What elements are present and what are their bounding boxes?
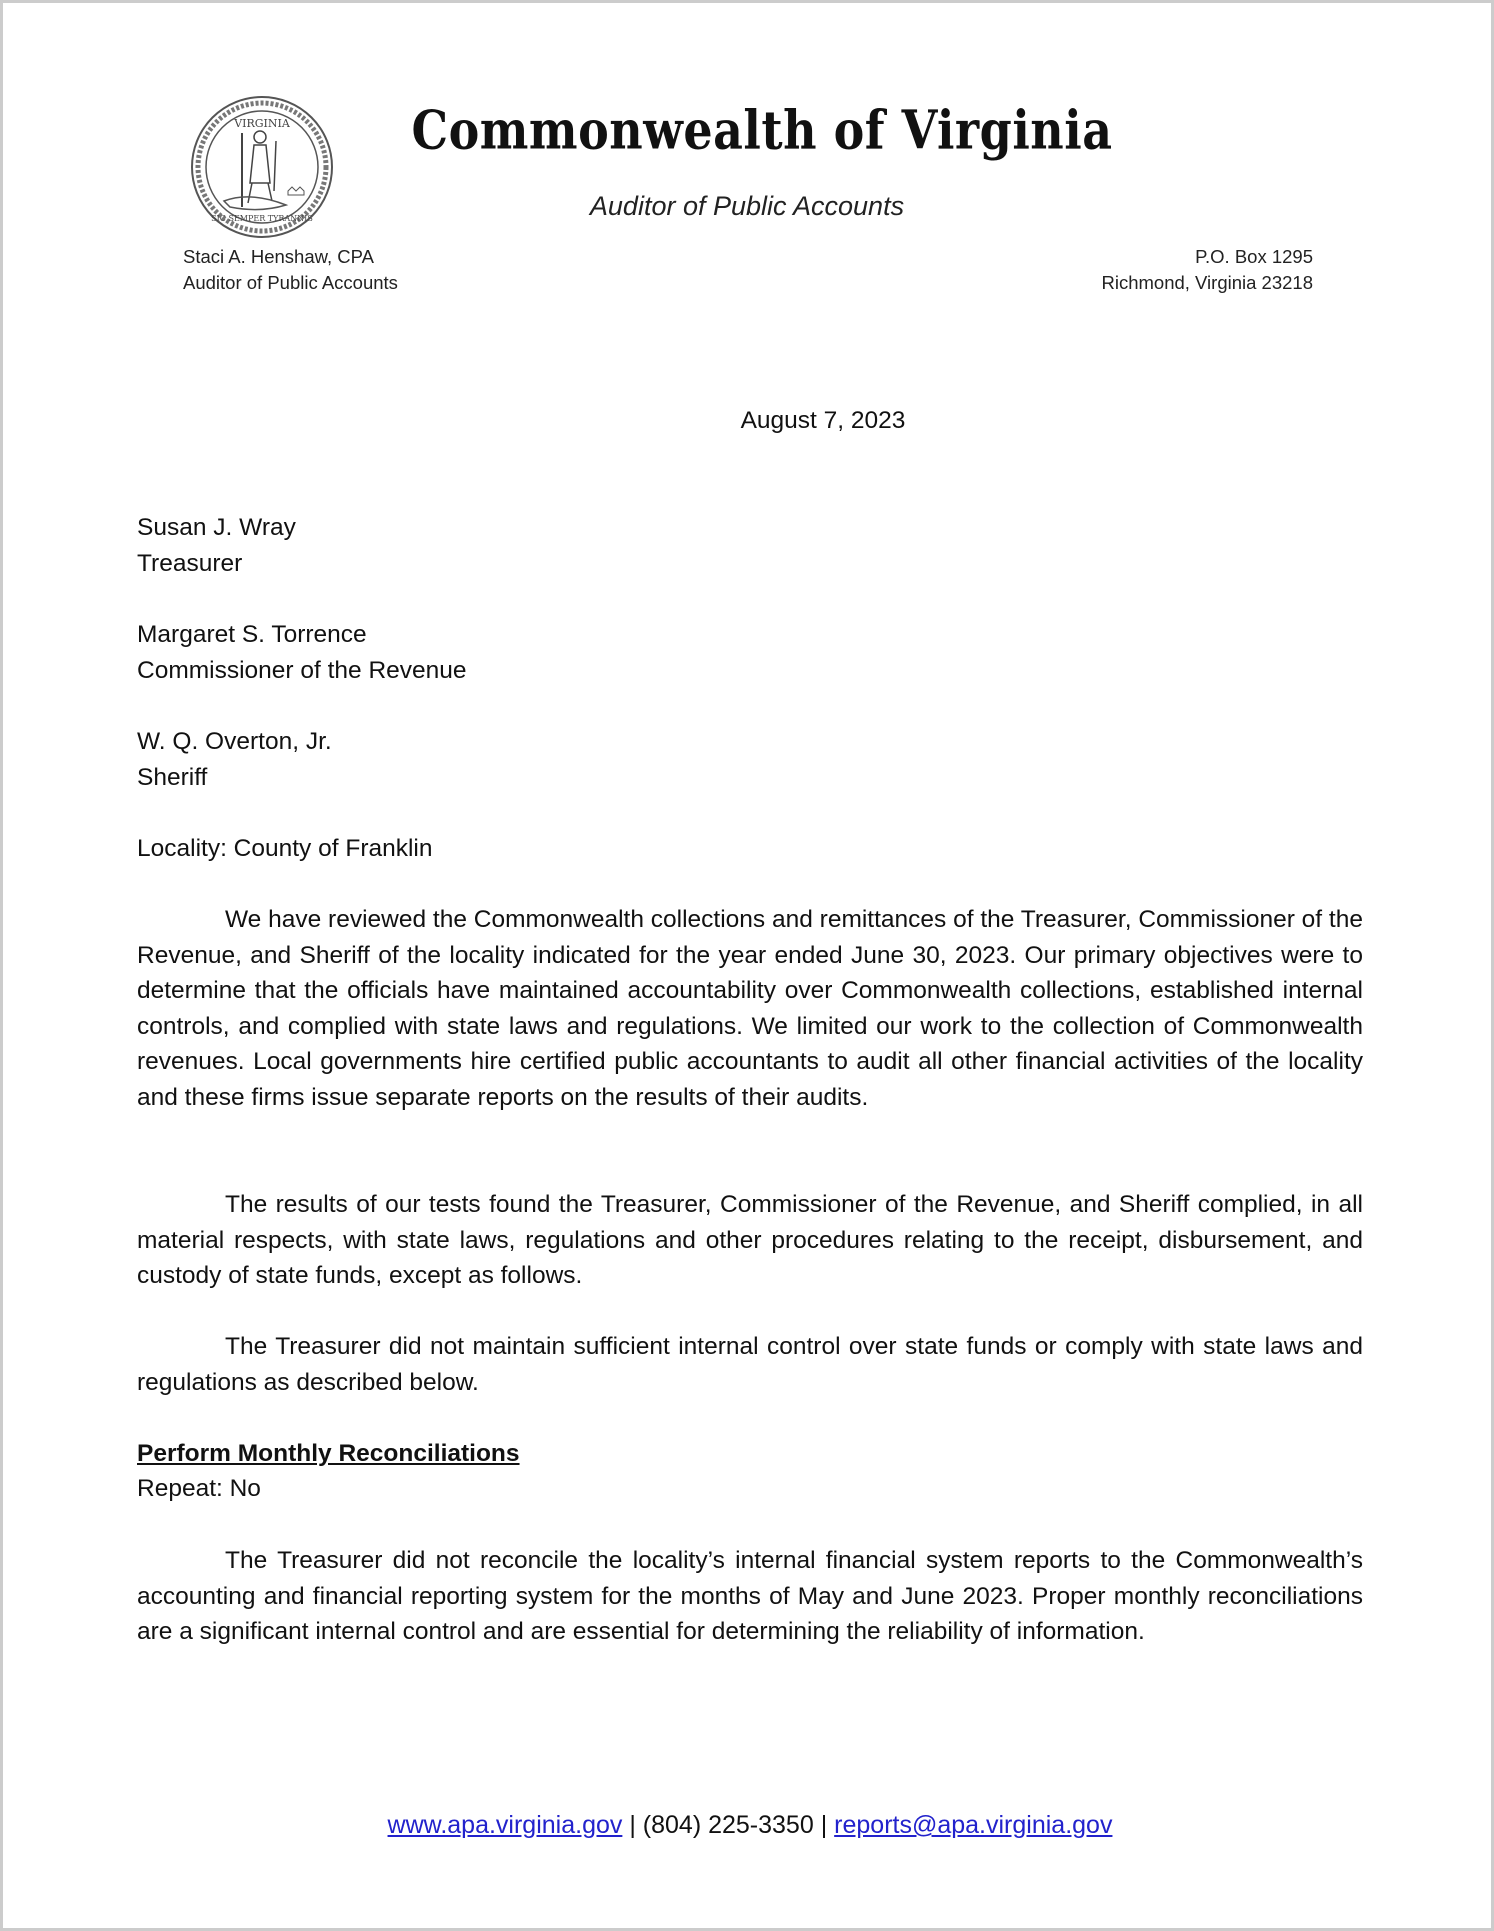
phone-number: (804) 225-3350 <box>642 1811 814 1839</box>
letter-page <box>3 3 1491 1928</box>
recipient-name: W. Q. Overton, Jr. <box>137 728 332 755</box>
sender-block <box>183 244 398 296</box>
sender-title: Auditor of Public Accounts <box>183 272 398 293</box>
finding-heading: Perform Monthly Reconciliations <box>137 1440 520 1467</box>
sender-name: Staci A. Henshaw, CPA <box>183 246 374 267</box>
paragraph-results: The results of our tests found the Treasurer, Commissioner of the Revenue, and Sheriff complied, in all material respects, with state laws, regulations and other procedures relating to the receipt, disbursement, and custody of state funds, except as follows. <box>137 1191 1363 1290</box>
recipient-2 <box>137 617 1363 688</box>
recipient-name: Susan J. Wray <box>137 514 296 541</box>
footer-separator: | <box>820 1811 828 1839</box>
email-link[interactable]: reports@apa.virginia.gov <box>834 1811 1113 1839</box>
recipient-title: Commissioner of the Revenue <box>137 656 467 684</box>
footer <box>3 1811 1494 1840</box>
website-link[interactable]: www.apa.virginia.gov <box>387 1811 623 1839</box>
finding-repeat: Repeat: No <box>137 1475 261 1502</box>
address-block <box>1101 244 1313 296</box>
letterhead-subtitle: Auditor of Public Accounts <box>589 191 905 221</box>
recipient-3 <box>137 724 1363 795</box>
svg-text:SIC SEMPER TYRANNIS: SIC SEMPER TYRANNIS <box>211 214 313 223</box>
finding-text: The Treasurer did not reconcile the locality’s internal financial system reports to the Commonwealth’s accounting and financial reporting system for the months of May and June 2023. Proper monthly reconciliations are a significant internal control and are essential for determining the reliability of information. <box>137 1547 1363 1646</box>
paragraph-scope: We have reviewed the Commonwealth collections and remittances of the Treasurer, Commissioner of the Revenue, and Sheriff of the locality indicated for the year ended June 30, 2023. Our primary objectives were to determine that the officials have maintained accountability over Commonwealth collections, established internal controls, and complied with state laws and regulations. We limited our work to the collection of Commonwealth revenues. Local governments hire certified public accountants to audit all other financial activities of the locality and these firms issue separate reports on the results of their audits. <box>137 906 1363 1111</box>
address-line-2: Richmond, Virginia 23218 <box>1101 272 1313 293</box>
address-line-1: P.O. Box 1295 <box>1195 246 1313 267</box>
letterhead-title: Commonwealth of Virginia <box>411 98 1113 162</box>
recipient-name: Margaret S. Torrence <box>137 621 367 648</box>
letter-date: August 7, 2023 <box>740 407 906 434</box>
paragraph-exceptions: The Treasurer did not maintain sufficient internal control over state funds or comply with state laws and regulations as described below. <box>137 1333 1363 1396</box>
footer-separator: | <box>629 1811 636 1839</box>
recipient-title: Sheriff <box>137 763 208 791</box>
recipient-title: Treasurer <box>137 549 243 577</box>
svg-text:VIRGINIA: VIRGINIA <box>234 117 290 130</box>
locality-line: Locality: County of Franklin <box>137 835 433 862</box>
recipient-1 <box>137 510 1363 581</box>
